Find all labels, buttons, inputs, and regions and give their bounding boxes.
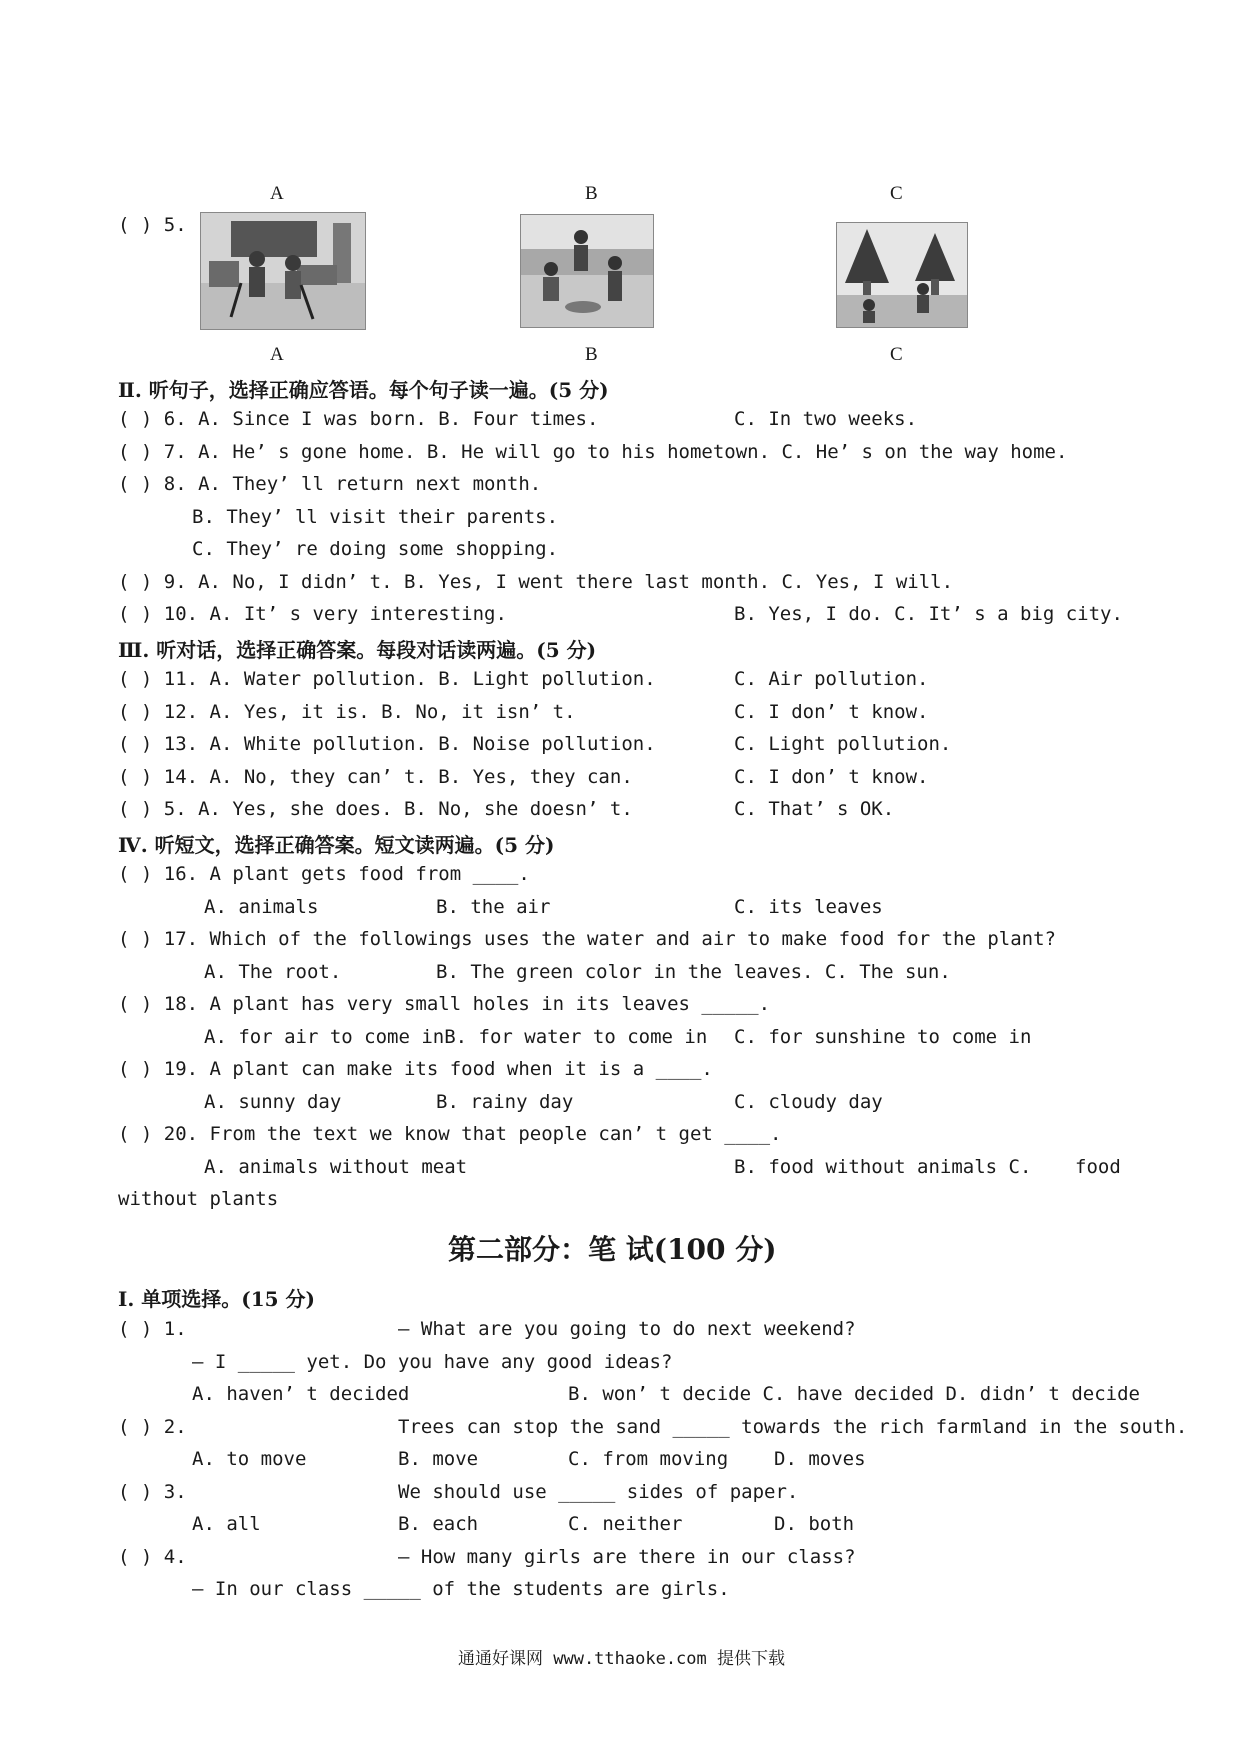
q8-option-c: C. They’ re doing some shopping. <box>192 538 559 560</box>
q12-option-c: C. I don’ t know. <box>734 701 929 723</box>
q13-line: ( ) 13. A. White pollution. B. Noise pollution. <box>118 733 656 755</box>
q14-option-c: C. I don’ t know. <box>734 766 929 788</box>
q12-line: ( ) 12. A. Yes, it is. B. No, it isn’ t. <box>118 701 576 723</box>
p2-q1-question: — What are you going to do next weekend? <box>398 1318 856 1340</box>
q20-option-b: B. food without animals C. <box>734 1156 1032 1178</box>
q16-option-c: C. its leaves <box>734 896 883 918</box>
p2-q3-question: We should use _____ sides of paper. <box>398 1481 799 1503</box>
q18-line: ( ) 18. A plant has very small holes in its leaves _____. <box>118 993 771 1015</box>
q11-option-c: C. Air pollution. <box>734 668 929 690</box>
part-2-title: 第二部分：笔 试(100 分) <box>448 1233 777 1266</box>
q20-line: ( ) 20. From the text we know that people can’ t get ____. <box>118 1123 782 1145</box>
p2-q1-option-a: A. haven’ t decided <box>192 1383 410 1405</box>
p2-q2-option-d: D. moves <box>774 1448 866 1470</box>
q5-stem: ( ) 5. <box>118 214 187 236</box>
q5-picture-b <box>520 214 654 328</box>
p2-q2-option-c: C. from moving <box>568 1448 729 1470</box>
q19-line: ( ) 19. A plant can make its food when it is a ____. <box>118 1058 713 1080</box>
q5-picture-c <box>836 222 968 328</box>
p2-q3-option-d: D. both <box>774 1513 855 1535</box>
p2-q3-option-a: A. all <box>192 1513 261 1535</box>
q8-option-b: B. They’ ll visit their parents. <box>192 506 559 528</box>
p2-q3-option-c: C. neither <box>568 1513 683 1535</box>
p2-q2-stem: ( ) 2. <box>118 1416 187 1438</box>
q5-label-bottom-a: A <box>270 344 284 365</box>
q5-label-top-c: C <box>890 183 903 204</box>
p2-q1-options-bcd: B. won’ t decide C. have decided D. didn’ t decide <box>568 1383 1140 1405</box>
q5-label-top-b: B <box>585 183 598 204</box>
q8-line: ( ) 8. A. They’ ll return next month. <box>118 473 542 495</box>
q16-option-a: A. animals <box>204 896 319 918</box>
p2-q4-stem: ( ) 4. <box>118 1546 187 1568</box>
q17-line: ( ) 17. Which of the followings uses the water and air to make food for the plant? <box>118 928 1056 950</box>
q5-picture-a <box>200 212 366 330</box>
p2-q3-option-b: B. each <box>398 1513 479 1535</box>
q11-line: ( ) 11. A. Water pollution. B. Light pollution. <box>118 668 656 690</box>
q17-option-a: A. The root. <box>204 961 342 983</box>
q10-options-bc: B. Yes, I do. C. It’ s a big city. <box>734 603 1123 625</box>
q13-option-c: C. Light pollution. <box>734 733 952 755</box>
q19-option-a: A. sunny day <box>204 1091 342 1113</box>
p2-q1-response: — I _____ yet. Do you have any good ideas? <box>192 1351 673 1373</box>
p2-q2-question: Trees can stop the sand _____ towards the rich farmland in the south. <box>398 1416 1188 1438</box>
p2-q2-option-a: A. to move <box>192 1448 307 1470</box>
q15-option-c: C. That’ s OK. <box>734 798 895 820</box>
q5-label-bottom-b: B <box>585 344 598 365</box>
trees-planting-illustration-icon <box>837 223 967 327</box>
q14-line: ( ) 14. A. No, they can’ t. B. Yes, they can. <box>118 766 633 788</box>
q6-option-c: C. In two weeks. <box>734 408 918 430</box>
q17-options-bc: B. The green color in the leaves. C. The sun. <box>436 961 951 983</box>
q18-option-c: C. for sunshine to come in <box>734 1026 1032 1048</box>
q20-option-c-start: food <box>1075 1156 1121 1178</box>
q19-option-c: C. cloudy day <box>734 1091 883 1113</box>
p2-q3-stem: ( ) 3. <box>118 1481 187 1503</box>
p2-q4-response: — In our class _____ of the students are girls. <box>192 1578 730 1600</box>
q5-label-top-a: A <box>270 183 284 204</box>
classroom-illustration-icon <box>201 213 365 329</box>
section-3-header: Ⅲ. 听对话，选择正确答案。每段对话读两遍。(5 分) <box>118 638 597 662</box>
p2-q4-question: — How many girls are there in our class? <box>398 1546 856 1568</box>
q6-line: ( ) 6. A. Since I was born. B. Four times. <box>118 408 599 430</box>
section-2-header: Ⅱ. 听句子，选择正确应答语。每个句子读一遍。(5 分) <box>118 378 609 402</box>
p2-q1-stem: ( ) 1. <box>118 1318 187 1340</box>
beach-children-illustration-icon <box>521 215 653 327</box>
q16-option-b: B. the air <box>436 896 551 918</box>
q5-label-bottom-c: C <box>890 344 903 365</box>
q10-line: ( ) 10. A. It’ s very interesting. <box>118 603 507 625</box>
q20-option-c-end: without plants <box>118 1188 279 1210</box>
q16-line: ( ) 16. A plant gets food from ____. <box>118 863 530 885</box>
q9-line: ( ) 9. A. No, I didn’ t. B. Yes, I went there last month. C. Yes, I will. <box>118 571 954 593</box>
q18-options-ab: A. for air to come inB. for water to come in <box>204 1026 708 1048</box>
q19-option-b: B. rainy day <box>436 1091 574 1113</box>
part-2-section-1-header: Ⅰ. 单项选择。(15 分) <box>118 1287 316 1311</box>
section-4-header: Ⅳ. 听短文，选择正确答案。短文读两遍。(5 分) <box>118 833 555 857</box>
page-footer: 通通好课网 www.tthaoke.com 提供下载 <box>458 1649 785 1669</box>
q20-option-a: A. animals without meat <box>204 1156 468 1178</box>
q7-line: ( ) 7. A. He’ s gone home. B. He will go to his hometown. C. He’ s on the way home. <box>118 441 1068 463</box>
p2-q2-option-b: B. move <box>398 1448 479 1470</box>
q15-line: ( ) 5. A. Yes, she does. B. No, she doesn’ t. <box>118 798 633 820</box>
